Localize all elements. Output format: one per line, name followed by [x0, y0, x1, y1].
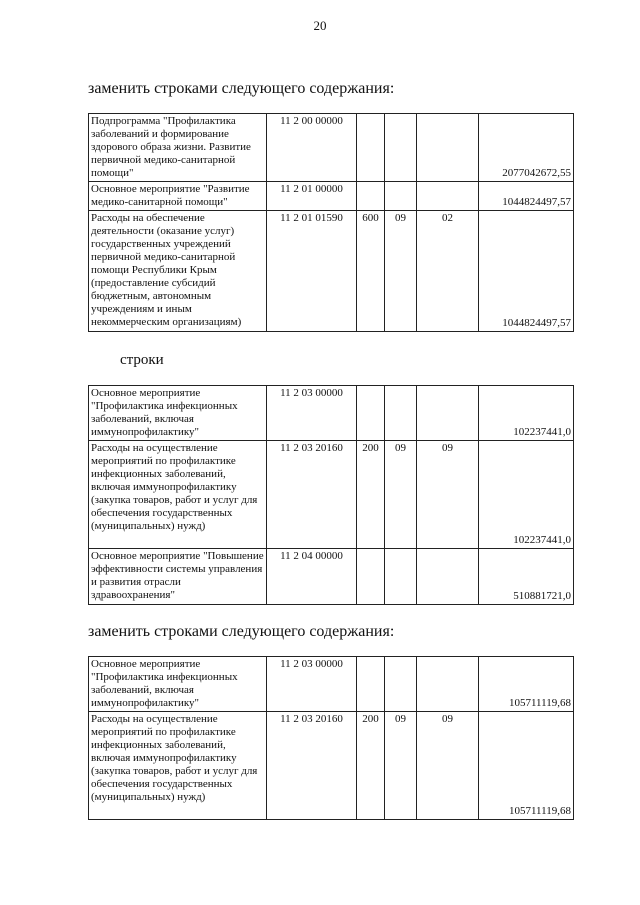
- table-row: [89, 549, 574, 605]
- row-code: 11 2 03 20160: [267, 712, 357, 820]
- row-vr: 200: [357, 441, 385, 549]
- row-name: Расходы на обеспечение деятельности (оказание услуг) государственных учреждений первичной медико-санитарной помощи Республики Крым (предоставление субсидий бюджетным, автономным учреждениям и иным некоммерческим организациям): [89, 211, 267, 332]
- row-vr: 200: [357, 712, 385, 820]
- row-code: 11 2 00 00000: [267, 114, 357, 182]
- row-name: Подпрограмма "Профилактика заболеваний и формирование здорового образа жизни. Развитие первичной медико-санитарной помощи": [89, 114, 267, 182]
- row-code: 11 2 01 01590: [267, 211, 357, 332]
- row-rz: 09: [385, 712, 417, 820]
- row-sum: 102237441,0: [479, 441, 574, 549]
- row-code: 11 2 03 00000: [267, 386, 357, 441]
- section2-heading: строки: [120, 352, 164, 368]
- row-sum: 102237441,0: [479, 386, 574, 441]
- row-sum: 105711119,68: [479, 657, 574, 712]
- table-row: [89, 114, 574, 182]
- row-code: 11 2 04 00000: [267, 549, 357, 605]
- row-vr: [357, 114, 385, 182]
- row-pr: 09: [417, 441, 479, 549]
- row-name: Основное мероприятие "Профилактика инфекционных заболеваний, включая иммунопрофилактику": [89, 386, 267, 441]
- row-code: 11 2 03 20160: [267, 441, 357, 549]
- row-pr: [417, 182, 479, 211]
- row-sum: 2077042672,55: [479, 114, 574, 182]
- row-rz: [385, 182, 417, 211]
- row-vr: [357, 549, 385, 605]
- row-vr: [357, 386, 385, 441]
- row-pr: [417, 386, 479, 441]
- row-name: Расходы на осуществление мероприятий по профилактике инфекционных заболеваний, включая иммунопрофилактику (закупка товаров, работ и услуг для обеспечения государственных (муниципальных) нужд): [89, 712, 267, 820]
- row-pr: [417, 549, 479, 605]
- row-pr: [417, 657, 479, 712]
- row-code: 11 2 03 00000: [267, 657, 357, 712]
- row-name: Основное мероприятие "Повышение эффективности системы управления и развития отрасли здравоохранения": [89, 549, 267, 605]
- row-rz: 09: [385, 211, 417, 332]
- section3-heading: заменить строками следующего содержания:: [88, 623, 395, 640]
- table-row: [89, 657, 574, 712]
- row-rz: [385, 657, 417, 712]
- row-vr: 600: [357, 211, 385, 332]
- table-row: [89, 441, 574, 549]
- row-sum: 510881721,0: [479, 549, 574, 605]
- row-vr: [357, 657, 385, 712]
- row-vr: [357, 182, 385, 211]
- row-sum: 105711119,68: [479, 712, 574, 820]
- row-name: Основное мероприятие "Профилактика инфекционных заболеваний, включая иммунопрофилактику": [89, 657, 267, 712]
- row-rz: [385, 386, 417, 441]
- row-code: 11 2 01 00000: [267, 182, 357, 211]
- budget-table-3: [88, 656, 574, 820]
- row-sum: 1044824497,57: [479, 211, 574, 332]
- row-name: Расходы на осуществление мероприятий по профилактике инфекционных заболеваний, включая иммунопрофилактику (закупка товаров, работ и услуг для обеспечения государственных (муниципальных) нужд): [89, 441, 267, 549]
- table-row: [89, 712, 574, 820]
- row-pr: 02: [417, 211, 479, 332]
- row-pr: [417, 114, 479, 182]
- table-row: [89, 211, 574, 332]
- table-row: [89, 386, 574, 441]
- budget-table-1: [88, 113, 574, 332]
- row-name: Основное мероприятие "Развитие медико-санитарной помощи": [89, 182, 267, 211]
- row-rz: 09: [385, 441, 417, 549]
- row-rz: [385, 549, 417, 605]
- section1-heading: заменить строками следующего содержания:: [88, 80, 395, 97]
- row-pr: 09: [417, 712, 479, 820]
- budget-table-2: [88, 385, 574, 605]
- row-rz: [385, 114, 417, 182]
- row-sum: 1044824497,57: [479, 182, 574, 211]
- page-number: 20: [313, 18, 327, 33]
- table-row: [89, 182, 574, 211]
